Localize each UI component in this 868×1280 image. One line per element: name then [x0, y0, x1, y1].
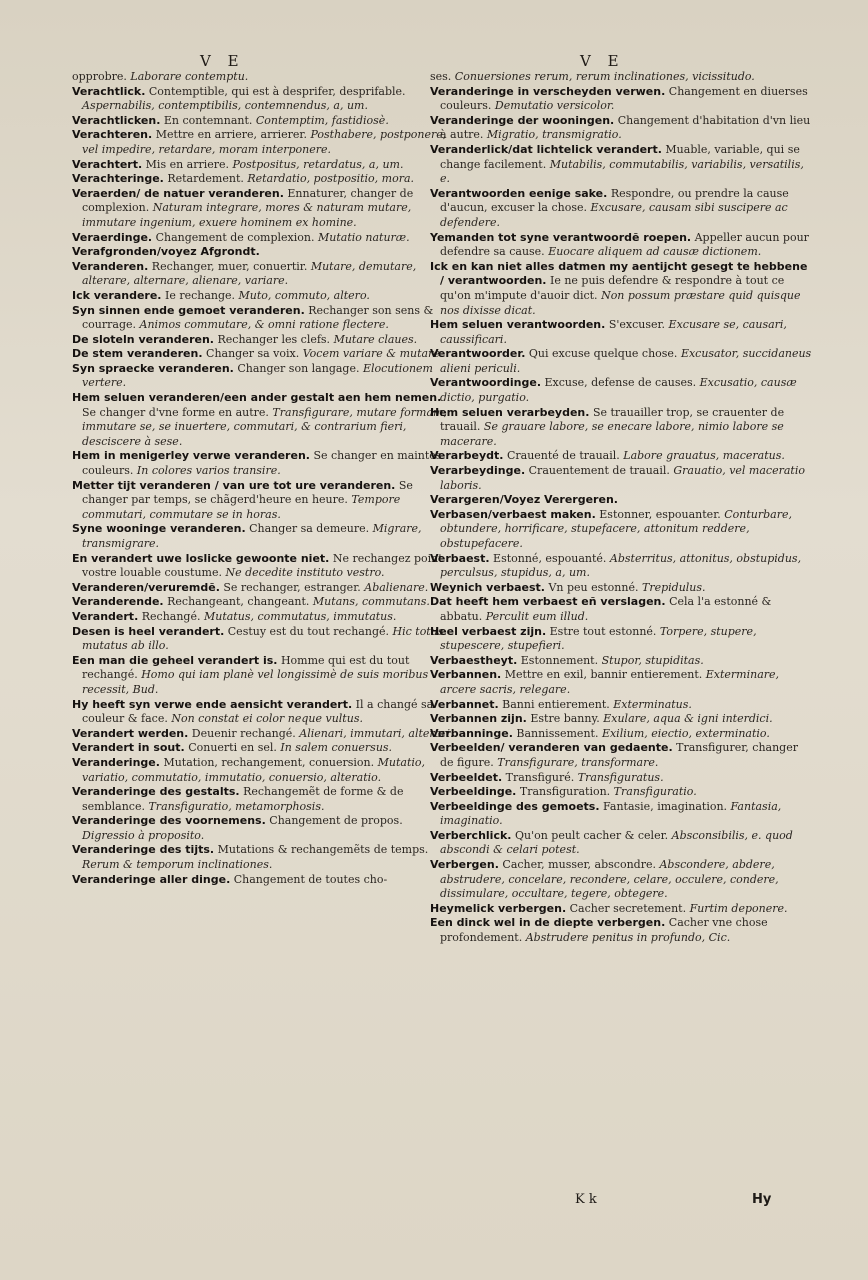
french-gloss: Mis en arriere. — [145, 157, 230, 171]
headword: Veranderen. — [72, 259, 149, 273]
french-gloss: Ie ne puis defendre & respondre à tout ce qu'on m'impute d'auoir dict. — [440, 274, 785, 302]
french-gloss: Ennaturer, changer de complexion. — [82, 186, 414, 215]
headword: Verachteren. — [72, 128, 153, 142]
headword: Veranderinge der wooningen. — [430, 113, 615, 127]
dictionary-entry — [430, 143, 815, 187]
latin-gloss: Homo qui iam planè vel longissimè de suis moribus recessit, Bud. — [82, 668, 429, 696]
dictionary-entry — [72, 785, 457, 814]
french-gloss: Excuse, defense de causes. — [544, 376, 697, 390]
latin-gloss: Migratio, transmigratio. — [486, 128, 622, 142]
dictionary-entry — [72, 625, 457, 654]
headword: Veranderinge aller dinge. — [72, 872, 231, 886]
french-gloss: Banni entierement. — [502, 697, 610, 711]
dictionary-entry — [430, 347, 815, 376]
french-gloss: Changer sa demeure. — [249, 522, 370, 536]
french-gloss: Cestuy est du tout rechangé. — [227, 624, 389, 638]
french-gloss: Changement en diuerses couleurs. — [440, 84, 808, 113]
french-gloss: ses. — [430, 70, 452, 83]
latin-gloss: Vocem variare & mutare. — [302, 347, 444, 361]
latin-gloss: Se grauare labore, se enecare labore, nimio labore se macerare. — [440, 420, 784, 448]
latin-gloss: Transfigurare, transformare. — [497, 755, 659, 769]
french-gloss: Crauenté de trauail. — [506, 449, 620, 463]
dictionary-entry — [72, 362, 457, 391]
headword: Verandert werden. — [72, 726, 189, 740]
dictionary-entry — [72, 85, 457, 114]
dictionary-entry — [430, 187, 815, 231]
dictionary-entry — [430, 771, 815, 786]
french-gloss: Se changer par temps, se chãgerd'heure en heure. — [82, 478, 413, 507]
french-gloss: Se changer en maintes couleurs. — [82, 449, 442, 478]
headword: Hem seluen veranderen/een ander gestalt aen hem nemen. — [72, 391, 442, 405]
dictionary-entry — [430, 654, 815, 669]
headword: Desen is heel verandert. — [72, 624, 225, 638]
latin-gloss: Exterminatus. — [613, 697, 692, 711]
headword: Verbeeldinge. — [430, 785, 517, 799]
headword: Verandert. — [72, 609, 139, 623]
headword: Veranderinge des tijts. — [72, 843, 215, 857]
latin-gloss: Fantasia, imaginatio. — [440, 799, 782, 828]
latin-gloss: Contemptim, fastidiosè. — [255, 113, 389, 127]
latin-gloss: Exilium, eiectio, exterminatio. — [601, 726, 770, 740]
french-gloss: Contemptible, qui est à desprifer, desprifable. — [148, 84, 406, 98]
latin-gloss: Non possum præstare quid quisque nos dixisse dicat. — [440, 288, 801, 317]
french-gloss: Changement d'habitation d'vn lieu à autre. — [440, 113, 811, 142]
headword: Verarbeydt. — [430, 449, 504, 463]
headword: Verantwoordinge. — [430, 376, 541, 390]
dictionary-entry — [72, 158, 457, 173]
dictionary-entry — [430, 581, 815, 596]
dictionary-entry — [72, 449, 457, 478]
dictionary-entry — [72, 245, 457, 260]
headword: De sloteln veranderen. — [72, 332, 214, 346]
headword: En verandert uwe loslicke gewoonte niet. — [72, 551, 330, 565]
headword: Syne wooninge veranderen. — [72, 522, 246, 536]
headword: Een dinck wel in de diepte verbergen. — [430, 916, 666, 930]
latin-gloss: Trepidulus. — [641, 580, 706, 594]
dictionary-entry — [430, 508, 815, 552]
latin-gloss: Naturam integrare, mores & naturam mutare, immutare ingenium, exuere hominem ex homine. — [82, 201, 412, 229]
dictionary-entry — [72, 756, 457, 785]
latin-gloss: Migrare, transmigrare. — [82, 522, 422, 550]
french-gloss: Se rechanger, estranger. — [223, 580, 361, 594]
french-gloss: Mettre en exil, bannir entierement. — [504, 668, 703, 682]
french-gloss: Cacher vne chose profondement. — [440, 916, 768, 945]
french-gloss: S'excuser. — [608, 318, 666, 332]
french-gloss: Rechanger son sens & courrage. — [82, 303, 434, 332]
latin-gloss: Abscondere, abdere, abstrudere, concelare, recondere, celare, occulere, condere, dissimulare, occultare, tegere, obtegere. — [440, 858, 779, 901]
headword: Verberchlick. — [430, 828, 512, 842]
dictionary-entry — [430, 916, 815, 945]
latin-gloss: Exulare, aqua & igni interdici. — [603, 712, 773, 726]
french-gloss: Changement de complexion. — [155, 230, 315, 244]
dictionary-entry — [430, 741, 815, 770]
latin-gloss: Elocutionem vertere. — [82, 361, 433, 390]
dictionary-entry — [72, 187, 457, 231]
headword: Veranderinge. — [72, 755, 160, 769]
french-gloss: Rechangé. — [141, 609, 201, 623]
french-gloss: Homme qui est du tout rechangé. — [82, 653, 410, 682]
latin-gloss: Transfiguratio, metamorphosis. — [148, 799, 325, 813]
dictionary-entry — [72, 333, 457, 348]
dictionary-entry — [430, 318, 815, 347]
headword: Veranderinge des gestalts. — [72, 785, 240, 799]
running-head-right: V E — [580, 52, 625, 70]
headword: Hem in menigerley verwe veranderen. — [72, 449, 310, 463]
french-gloss: Qu'on peult cacher & celer. — [514, 828, 669, 842]
headword: Hy heeft syn verwe ende aensicht verandert. — [72, 697, 353, 711]
latin-gloss: Alienari, immutari, alterari. — [299, 726, 454, 740]
left-column — [72, 70, 457, 887]
dictionary-entry — [430, 376, 815, 405]
french-gloss: Mutations & rechangemẽts de temps. — [217, 843, 429, 857]
latin-gloss: Non constat ei color neque vultus. — [171, 712, 363, 726]
latin-gloss: Rerum & temporum inclinationes. — [82, 858, 273, 872]
french-gloss: Estonné, espouanté. — [493, 551, 607, 565]
dictionary-entry — [430, 231, 815, 260]
headword: Veraerden/ de natuer veranderen. — [72, 186, 284, 200]
dictionary-entry — [72, 654, 457, 698]
headword: Syn sinnen ende gemoet veranderen. — [72, 303, 305, 317]
latin-gloss: Labore grauatus, maceratus. — [623, 449, 785, 463]
dictionary-entry — [430, 70, 815, 85]
french-gloss: Changement de toutes cho- — [233, 872, 388, 886]
dictionary-entry — [430, 727, 815, 742]
headword: Verbannen. — [430, 668, 502, 682]
headword: Ick verandere. — [72, 288, 162, 302]
dictionary-entry — [72, 128, 457, 157]
latin-gloss: Abalienare. — [364, 580, 429, 594]
french-gloss: Rechangemẽt de forme & de semblance. — [82, 785, 404, 813]
dictionary-entry — [72, 873, 457, 888]
headword: Veraerdinge. — [72, 230, 153, 244]
headword: Veranderende. — [72, 595, 164, 609]
french-gloss: Mutation, rechangement, conuersion. — [163, 755, 375, 769]
headword: Verafgronden/voyez Afgrondt. — [72, 245, 260, 259]
dictionary-entry — [430, 698, 815, 713]
dictionary-entry — [430, 625, 815, 654]
french-gloss: Transfigurer, changer de figure. — [440, 741, 798, 769]
headword: Verbeeldinge des gemoets. — [430, 799, 600, 813]
french-gloss: Cacher secretement. — [569, 901, 687, 915]
headword: Veranderinge in verscheyden verwen. — [430, 84, 666, 98]
catchword: Hy — [752, 1192, 772, 1207]
headword: Verbeeldet. — [430, 770, 503, 784]
latin-gloss: Ne decedite instituto vestro. — [225, 566, 385, 580]
french-gloss: Changer sa voix. — [206, 347, 300, 361]
latin-gloss: Conuersiones rerum, rerum inclinationes, vicissitudo. — [454, 70, 755, 83]
headword: Verachtlicken. — [72, 113, 161, 127]
headword: Hem seluen verantwoorden. — [430, 318, 606, 332]
dictionary-entry — [72, 581, 457, 596]
latin-gloss: Transfigurare, mutare formam, immutare se, se inuertere, commutari, & contrarium fieri, desciscere à sese. — [82, 405, 447, 448]
dictionary-entry — [430, 406, 815, 450]
french-gloss: Respondre, ou prendre la cause d'aucun, excuser la chose. — [440, 186, 789, 215]
headword: Veranderen/veruremdẽ. — [72, 580, 220, 594]
headword: Verandert in sout. — [72, 741, 185, 755]
french-gloss: Rechanger, muer, conuertir. — [151, 259, 308, 273]
latin-gloss: Abstrudere penitus in profundo, Cic. — [525, 931, 731, 945]
latin-gloss: Animos commutare, & omni ratione flectere. — [139, 318, 389, 332]
dictionary-entry — [430, 800, 815, 829]
french-gloss: Conuerti en sel. — [188, 741, 277, 755]
latin-gloss: Perculit eum illud. — [485, 609, 589, 623]
french-gloss: Il a changé sa couleur & face. — [82, 697, 434, 726]
dictionary-entry — [72, 172, 457, 187]
dictionary-entry — [72, 552, 457, 581]
french-gloss: Ne rechangez point vostre louable coustume. — [82, 551, 443, 580]
french-gloss: Estre banny. — [530, 712, 600, 726]
french-gloss: Crauentement de trauail. — [528, 464, 670, 478]
latin-gloss: Muto, commuto, altero. — [238, 288, 370, 302]
french-gloss: Estonnement. — [520, 653, 599, 667]
french-gloss: Se trauailler trop, se crauenter de trauail. — [440, 405, 785, 434]
french-gloss: Estre tout estonné. — [549, 624, 657, 638]
dictionary-entry — [430, 552, 815, 581]
latin-gloss: Mutans, commutans. — [312, 595, 430, 609]
french-gloss: Retardement. — [167, 172, 244, 186]
dictionary-entry — [430, 449, 815, 464]
french-gloss: opprobre. — [72, 70, 127, 83]
right-column — [430, 70, 815, 946]
headword: Weynich verbaest. — [430, 580, 545, 594]
headword: Dat heeft hem verbaest eñ verslagen. — [430, 595, 666, 609]
headword: Verachteringe. — [72, 172, 164, 186]
headword: Een man die geheel verandert is. — [72, 653, 278, 667]
latin-gloss: Absterritus, attonitus, obstupidus, perculsus, stupidus, a, um. — [440, 551, 802, 580]
headword: Hem seluen verarbeyden. — [430, 405, 590, 419]
dictionary-entry — [430, 114, 815, 143]
latin-gloss: Exterminare, arcere sacris, relegare. — [440, 668, 780, 696]
dictionary-entry — [72, 814, 457, 843]
latin-gloss: In colores varios transire. — [136, 464, 281, 478]
french-gloss: Fantasie, imagination. — [603, 799, 728, 813]
french-gloss: Changer son langage. — [237, 361, 360, 375]
dictionary-entry — [430, 493, 815, 508]
latin-gloss: Conturbare, obtundere, horrificare, stupefacere, attonitum reddere, obstupefacere. — [440, 507, 793, 550]
headword: Veranderinge des voornemens. — [72, 814, 266, 828]
headword: Verachtert. — [72, 157, 143, 171]
headword: Heymelick verbergen. — [430, 901, 567, 915]
french-gloss: Transfiguration. — [519, 785, 611, 799]
french-gloss: Deuenir rechangé. — [191, 726, 296, 740]
dictionary-entry — [72, 289, 457, 304]
dictionary-entry — [72, 304, 457, 333]
dictionary-entry — [430, 902, 815, 917]
dictionary-entry — [72, 347, 457, 362]
dictionary-entry — [72, 260, 457, 289]
headword: Verargeren/Voyez Verergeren. — [430, 493, 618, 507]
dictionary-entry — [72, 727, 457, 742]
headword: Verbaest. — [430, 551, 490, 565]
latin-gloss: Torpere, stupere, stupescere, stupefieri. — [440, 624, 757, 653]
headword: Verbaestheyt. — [430, 653, 518, 667]
dictionary-entry — [72, 698, 457, 727]
headword: Veranderlick/dat lichtelick verandert. — [430, 142, 662, 156]
latin-gloss: Postpositus, retardatus, a, um. — [232, 157, 404, 171]
latin-gloss: Hic totus mutatus ab illo. — [82, 624, 444, 653]
headword: Yemanden tot syne verantwoordẽ roepen. — [430, 230, 692, 244]
latin-gloss: Mutare, demutare, alterare, alternare, alienare, variare. — [82, 259, 417, 288]
french-gloss: Changement de propos. — [269, 814, 403, 828]
dictionary-entry — [430, 829, 815, 858]
latin-gloss: Transfiguratus. — [577, 770, 664, 784]
dictionary-entry — [72, 843, 457, 872]
latin-gloss: Mutatio naturæ. — [318, 230, 410, 244]
french-gloss: Muable, variable, qui se change facilement. — [440, 142, 800, 171]
headword: Verbasen/verbaest maken. — [430, 507, 596, 521]
french-gloss: Appeller aucun pour defendre sa cause. — [440, 230, 809, 259]
latin-gloss: Demutatio versicolor. — [494, 99, 615, 113]
running-head-left: V E — [200, 52, 245, 70]
dictionary-entry — [72, 391, 457, 449]
headword: Verachtlick. — [72, 84, 146, 98]
french-gloss: En contemnant. — [163, 113, 253, 127]
latin-gloss: Excusare, causam sibi suscipere ac defendere. — [440, 201, 788, 229]
french-gloss: Rechangeant, changeant. — [167, 595, 310, 609]
headword: Verbeelden/ veranderen van gedaente. — [430, 741, 673, 755]
latin-gloss: Mutatus, commutatus, immutatus. — [203, 609, 397, 623]
dictionary-entry — [72, 741, 457, 756]
french-gloss: Vn peu estonné. — [548, 580, 639, 594]
french-gloss: Rechanger les clefs. — [217, 332, 331, 346]
headword: Metter tijt veranderen / van ure tot ure veranderen. — [72, 478, 396, 492]
latin-gloss: Transfiguratio. — [613, 785, 697, 799]
latin-gloss: Tempore commutari, commutare se in horas. — [82, 493, 401, 521]
latin-gloss: Mutare claues. — [333, 332, 418, 346]
latin-gloss: Absconsibilis, e. quod abscondi & celari potest. — [440, 828, 793, 857]
headword: Heel verbaest zijn. — [430, 624, 547, 638]
dictionary-entry — [430, 668, 815, 697]
dictionary-entry — [72, 114, 457, 129]
latin-gloss: Laborare contemptu. — [130, 70, 249, 83]
headword: Verbanninge. — [430, 726, 513, 740]
dictionary-entry — [430, 85, 815, 114]
headword: Verantwoorder. — [430, 347, 526, 361]
latin-gloss: Mutabilis, commutabilis, variabilis, versatilis, e. — [440, 157, 804, 186]
latin-gloss: Euocare aliquem ad causæ dictionem. — [548, 245, 762, 259]
headword: Verarbeydinge. — [430, 464, 526, 478]
dictionary-entry — [430, 858, 815, 902]
french-gloss: Estonner, espouanter. — [599, 507, 721, 521]
dictionary-entry — [430, 464, 815, 493]
french-gloss: Qui excuse quelque chose. — [528, 347, 678, 361]
latin-gloss: Stupor, stupiditas. — [601, 653, 704, 667]
french-gloss: Bannissement. — [516, 726, 599, 740]
headword: Verbannet. — [430, 697, 499, 711]
dictionary-entry — [72, 522, 457, 551]
french-gloss: Ie rechange. — [164, 288, 236, 302]
dictionary-entry — [72, 479, 457, 523]
french-gloss: Transfiguré. — [505, 770, 575, 784]
headword: Ick en kan niet alles datmen my aentijcht gesegt te hebbene / verantwoorden. — [430, 259, 808, 288]
dictionary-entry — [430, 595, 815, 624]
french-gloss: Cacher, musser, abscondre. — [502, 858, 656, 872]
latin-gloss: Furtim deponere. — [689, 901, 788, 915]
dictionary-entry — [430, 712, 815, 727]
signature-mark: K k — [575, 1192, 597, 1207]
dictionary-entry — [72, 231, 457, 246]
headword: De stem veranderen. — [72, 347, 203, 361]
dictionary-entry — [72, 70, 457, 85]
headword: Verbergen. — [430, 858, 499, 872]
headword: Verbannen zijn. — [430, 712, 527, 726]
dictionary-entry — [430, 785, 815, 800]
latin-gloss: In salem conuersus. — [280, 741, 393, 755]
latin-gloss: Excusatio, causæ dictio, purgatio. — [440, 376, 797, 405]
french-gloss: Se changer d'vne forme en autre. — [82, 405, 269, 419]
french-gloss: Cela l'a estonné & abbatu. — [440, 595, 772, 623]
french-gloss: Mettre en arriere, arrierer. — [155, 128, 307, 142]
latin-gloss: Grauatio, vel maceratio laboris. — [440, 464, 805, 492]
latin-gloss: Digressio à proposito. — [82, 828, 205, 842]
latin-gloss: Mutatio, variatio, commutatio, immutatio, conuersio, alteratio. — [82, 755, 426, 784]
latin-gloss: Posthabere, postponere, vel impedire, retardare, moram interponere. — [82, 128, 447, 156]
dictionary-entry — [72, 610, 457, 625]
latin-gloss: Aspernabilis, contemptibilis, contemnendus, a, um. — [82, 99, 368, 113]
headword: Verantwoorden eenige sake. — [430, 186, 608, 200]
latin-gloss: Retardatio, postpositio, mora. — [247, 172, 415, 186]
latin-gloss: Excusare se, causari, caussificari. — [440, 318, 787, 346]
headword: Syn spraecke veranderen. — [72, 361, 234, 375]
dictionary-entry — [430, 260, 815, 318]
latin-gloss: Excusator, succidaneus alieni periculi. — [440, 347, 812, 375]
dictionary-entry — [72, 595, 457, 610]
